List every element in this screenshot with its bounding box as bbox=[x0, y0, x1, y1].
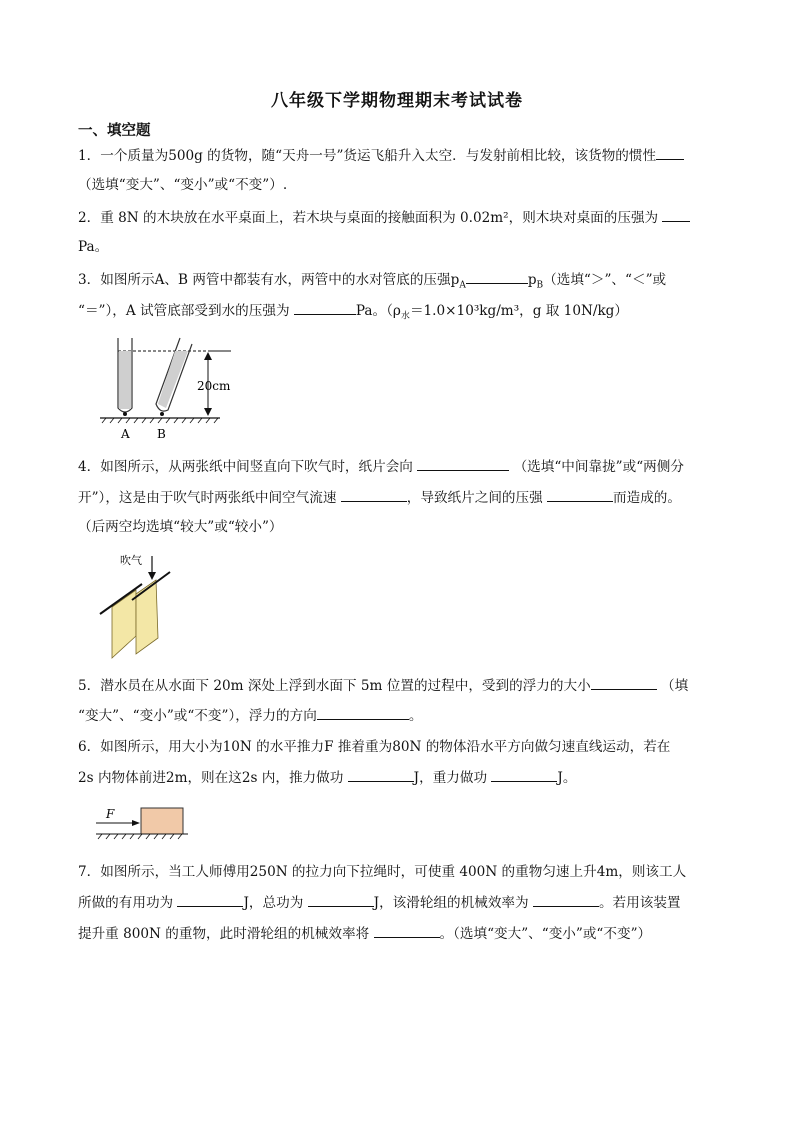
q6-blank-push-work[interactable] bbox=[348, 767, 414, 782]
q7-blank-efficiency[interactable] bbox=[533, 892, 599, 907]
q7-text-2d: 。若用该装置 bbox=[598, 895, 681, 911]
q4-blank-pressure[interactable] bbox=[547, 487, 613, 502]
q6-text-1: 6．如图所示，用大小为10N 的水平推力F 推着重为80N 的物体沿水平方向做匀速直线运动，若在 bbox=[78, 739, 671, 755]
q7-blank-efficiency-change[interactable] bbox=[374, 923, 440, 938]
q7-blank-total-work[interactable] bbox=[308, 892, 374, 907]
q6-line-1 bbox=[78, 737, 728, 757]
q7-text-1: 7．如图所示，当工人师傅用250N 的拉力向下拉绳时，可使重 400N 的重物匀速上升4m，则该工人 bbox=[78, 864, 687, 880]
q3-text-2b: Pa。（ρ bbox=[355, 303, 401, 319]
q3-sub-b: B bbox=[536, 280, 544, 291]
q7-text-2a: 所做的有用功为 bbox=[78, 895, 174, 911]
q7-line-2 bbox=[78, 892, 728, 913]
q3-height-label: 20cm bbox=[197, 379, 231, 393]
q5-blank-magnitude[interactable] bbox=[591, 675, 657, 690]
q6-line-2 bbox=[78, 767, 728, 788]
q4-text-2b: ，导致纸片之间的压强 bbox=[406, 490, 543, 506]
q5-text-1a: 5．潜水员在从水面下 20m 深处上浮到水面下 5m 位置的过程中，受到的浮力的大小 bbox=[78, 678, 591, 694]
q4-line-2 bbox=[78, 487, 728, 508]
q3-text-1b: （选填“＞”、“＜”或 bbox=[543, 272, 667, 288]
q4-text-1a: 4．如图所示，从两张纸中间竖直向下吹气时，纸片会向 bbox=[78, 459, 413, 475]
q6-text-2b: J，重力做功 bbox=[413, 770, 488, 786]
q4-blank-direction[interactable] bbox=[417, 456, 509, 471]
q7-line-3 bbox=[78, 923, 728, 944]
q4-line-3 bbox=[78, 517, 728, 537]
q4-text-1b: （选填“中间靠拢”或“两侧分 bbox=[513, 459, 684, 475]
q3-blank-compare[interactable] bbox=[466, 269, 528, 284]
q3-sub-a: A bbox=[459, 280, 466, 291]
q7-text-2b: J，总功为 bbox=[243, 895, 304, 911]
q5-blank-direction[interactable] bbox=[317, 705, 409, 720]
q6-text-2c: J。 bbox=[557, 770, 577, 786]
q7-text-3a: 提升重 800N 的重物，此时滑轮组的机械效率将 bbox=[78, 926, 370, 942]
q3-pb: p bbox=[527, 272, 537, 288]
q7-line-1 bbox=[78, 862, 728, 882]
q2-line-2 bbox=[78, 237, 728, 257]
q1-text-1: 1．一个质量为500g 的货物，随“天舟一号”货运飞船升入太空．与发射前相比较，该货物的惯性 bbox=[78, 148, 657, 164]
page-title: 八年级下学期物理期末考试试卷 bbox=[271, 91, 523, 111]
q4-text-2a: 开”），这是由于吹气时两张纸中间空气流速 bbox=[78, 490, 337, 506]
q1-line-1 bbox=[78, 145, 728, 166]
q2-text-2: Pa。 bbox=[78, 239, 109, 255]
q5-line-1 bbox=[78, 675, 728, 696]
q7-text-3b: 。（选填“变大”、“变小”或“不变”） bbox=[439, 926, 652, 942]
q3-text-1a: 3．如图所示A、B 两管中都装有水，两管中的水对管底的压强p bbox=[78, 272, 460, 288]
q3-line-1 bbox=[78, 269, 728, 296]
q4-line-1 bbox=[78, 456, 728, 477]
q1-blank[interactable] bbox=[656, 145, 684, 160]
q2-blank[interactable] bbox=[662, 207, 690, 222]
q5-line-2 bbox=[78, 705, 728, 726]
q4-blow-label: 吹气 bbox=[120, 554, 142, 567]
q5-text-2b: 。 bbox=[408, 708, 423, 724]
q1-text-2: （选填“变大”、“变小”或“不变”）. bbox=[78, 177, 288, 193]
q4-blank-speed[interactable] bbox=[341, 487, 407, 502]
q4-text-3: （后两空均选填“较大”或“较小”） bbox=[78, 519, 283, 535]
q3-label-a: A bbox=[121, 427, 130, 441]
q7-text-2c: J，该滑轮组的机械效率为 bbox=[373, 895, 529, 911]
q4-text-2c: 而造成的。 bbox=[613, 490, 681, 506]
q5-text-1b: （填 bbox=[661, 678, 689, 694]
section-heading: 一、填空题 bbox=[78, 123, 151, 139]
q3-tubes-figure bbox=[96, 334, 231, 442]
q3-sub-water: 水 bbox=[400, 311, 410, 322]
q2-text-1: 2．重 8N 的木块放在水平桌面上，若木块与桌面的接触面积为 0.02m²，则木块对桌面的压强为 bbox=[78, 210, 659, 226]
q3-text-2c: ＝1.0×10³kg/m³，g 取 10N/kg） bbox=[409, 303, 628, 319]
q1-line-2 bbox=[78, 175, 728, 195]
q3-blank-pressure[interactable] bbox=[294, 300, 356, 315]
q6-force-label: F bbox=[106, 807, 115, 821]
q3-text-2a: “＝”），A 试管底部受到水的压强为 bbox=[78, 303, 290, 319]
q6-blank-gravity-work[interactable] bbox=[491, 767, 557, 782]
q3-label-b: B bbox=[157, 427, 166, 441]
q4-paper-figure bbox=[96, 550, 186, 662]
q2-line-1 bbox=[78, 207, 728, 228]
q5-text-2a: “变大”、“变小”或“不变”），浮力的方向 bbox=[78, 708, 317, 724]
q7-blank-useful-work[interactable] bbox=[177, 892, 243, 907]
q6-push-figure bbox=[92, 802, 192, 842]
q6-text-2a: 2s 内物体前进2m，则在这2s 内，推力做功 bbox=[78, 770, 344, 786]
q3-line-2 bbox=[78, 300, 728, 327]
